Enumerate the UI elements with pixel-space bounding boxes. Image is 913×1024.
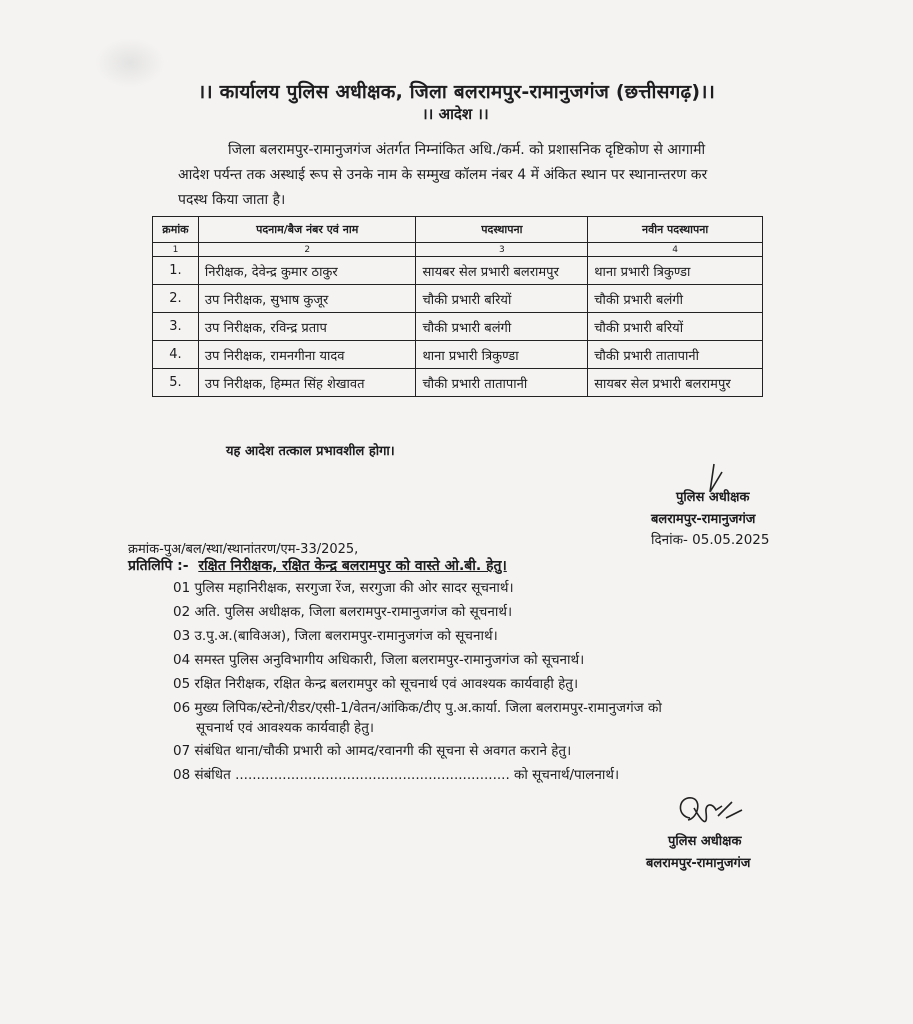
row-serial: 5. bbox=[153, 369, 199, 397]
table-row bbox=[153, 285, 763, 313]
copy-recipient: रक्षित निरीक्षक, रक्षित केन्द्र बलरामपुर को वास्ते ओ.बी. हेतु। bbox=[198, 558, 507, 574]
table-row bbox=[153, 313, 763, 341]
signature-mark-2 bbox=[672, 788, 752, 834]
row-name: निरीक्षक, देवेन्द्र कुमार ठाकुर bbox=[198, 257, 416, 285]
row-new-posting: थाना प्रभारी त्रिकुण्डा bbox=[588, 257, 763, 285]
row-posting: चौकी प्रभारी तातापानी bbox=[416, 369, 588, 397]
order-heading: ।। आदेश ।। bbox=[422, 105, 489, 123]
header-serial: क्रमांक bbox=[153, 217, 199, 243]
row-new-posting: चौकी प्रभारी तातापानी bbox=[588, 341, 763, 369]
signature1-location: बलरामपुर-रामानुजगंज bbox=[651, 512, 756, 527]
order-number: क्रमांक-पुअ/बल/स्था/स्थानांतरण/एम-33/2025, bbox=[128, 542, 359, 557]
row-name: उप निरीक्षक, रामनगीना यादव bbox=[198, 341, 416, 369]
signature2-designation: पुलिस अधीक्षक bbox=[668, 834, 742, 849]
intro-line-2: आदेश पर्यन्त तक अस्थाई रूप से उनके नाम के सम्मुख कॉलम नंबर 4 में अंकित स्थान पर स्थानान्तरण कर bbox=[178, 167, 708, 183]
row-name: उप निरीक्षक, सुभाष कुजूर bbox=[198, 285, 416, 313]
list-item: 06 मुख्य लिपिक/स्टेनो/रीडर/एसी-1/वेतन/आंकिक/टीए पु.अ.कार्या. जिला बलरामपुर-रामानुजगंज को bbox=[173, 700, 662, 716]
office-title: ।। कार्यालय पुलिस अधीक्षक, जिला बलरामपुर-रामानुजगंज (छत्तीसगढ़)।। bbox=[198, 81, 716, 103]
row-name: उप निरीक्षक, रविन्द्र प्रताप bbox=[198, 313, 416, 341]
col-number-3: 3 bbox=[416, 243, 588, 257]
list-item: 01 पुलिस महानिरीक्षक, सरगुजा रेंज, सरगुजा की ओर सादर सूचनार्थ। bbox=[173, 580, 514, 596]
row-new-posting: चौकी प्रभारी बलंगी bbox=[588, 285, 763, 313]
row-posting: चौकी प्रभारी बरियों bbox=[416, 285, 588, 313]
row-new-posting: चौकी प्रभारी बरियों bbox=[588, 313, 763, 341]
row-new-posting: सायबर सेल प्रभारी बलरामपुर bbox=[588, 369, 763, 397]
effect-line: यह आदेश तत्काल प्रभावशील होगा। bbox=[226, 444, 395, 459]
order-date: दिनांक- 05.05.2025 bbox=[651, 532, 770, 548]
scan-smudge bbox=[95, 38, 165, 88]
list-item: 04 समस्त पुलिस अनुविभागीय अधिकारी, जिला बलरामपुर-रामानुजगंज को सूचनार्थ। bbox=[173, 652, 585, 668]
table-row bbox=[153, 257, 763, 285]
copy-label: प्रतिलिपि :- bbox=[128, 558, 189, 574]
list-item: 05 रक्षित निरीक्षक, रक्षित केन्द्र बलरामपुर को सूचनार्थ एवं आवश्यक कार्यवाही हेतु। bbox=[173, 676, 579, 692]
table-row bbox=[153, 369, 763, 397]
row-posting: सायबर सेल प्रभारी बलरामपुर bbox=[416, 257, 588, 285]
header-posting: पदस्थापना bbox=[416, 217, 588, 243]
row-serial: 2. bbox=[153, 285, 199, 313]
intro-line-1: जिला बलरामपुर-रामानुजगंज अंतर्गत निम्नांकित अधि./कर्म. को प्रशासनिक दृष्टिकोण से आगामी bbox=[228, 142, 706, 158]
list-item: 03 उ.पु.अ.(बाविअअ), जिला बलरामपुर-रामानुजगंज को सूचनार्थ। bbox=[173, 628, 498, 644]
row-serial: 1. bbox=[153, 257, 199, 285]
transfer-table bbox=[152, 216, 763, 397]
list-item: 02 अति. पुलिस अधीक्षक, जिला बलरामपुर-रामानुजगंज को सूचनार्थ। bbox=[173, 604, 513, 620]
row-posting: थाना प्रभारी त्रिकुण्डा bbox=[416, 341, 588, 369]
row-name: उप निरीक्षक, हिम्मत सिंह शेखावत bbox=[198, 369, 416, 397]
header-new-posting: नवीन पदस्थापना bbox=[588, 217, 763, 243]
copy-heading bbox=[128, 556, 507, 575]
list-item: 08 संबंधित ................................................................ को सूचनार्थ/पालनार्थ। bbox=[173, 767, 620, 783]
column-number-row bbox=[153, 243, 763, 257]
col-number-2: 2 bbox=[198, 243, 416, 257]
row-serial: 4. bbox=[153, 341, 199, 369]
table-row bbox=[153, 341, 763, 369]
header-name: पदनाम/बैज नंबर एवं नाम bbox=[198, 217, 416, 243]
table-header-row bbox=[153, 217, 763, 243]
col-number-4: 4 bbox=[588, 243, 763, 257]
list-item: 07 संबंधित थाना/चौकी प्रभारी को आमद/रवानगी की सूचना से अवगत कराने हेतु। bbox=[173, 743, 572, 759]
signature1-designation: पुलिस अधीक्षक bbox=[676, 490, 750, 505]
col-number-1: 1 bbox=[153, 243, 199, 257]
intro-line-3: पदस्थ किया जाता है। bbox=[178, 192, 286, 208]
row-serial: 3. bbox=[153, 313, 199, 341]
list-item: सूचनार्थ एवं आवश्यक कार्यवाही हेतु। bbox=[196, 720, 375, 736]
row-posting: चौकी प्रभारी बलंगी bbox=[416, 313, 588, 341]
signature2-location: बलरामपुर-रामानुजगंज bbox=[646, 856, 751, 871]
